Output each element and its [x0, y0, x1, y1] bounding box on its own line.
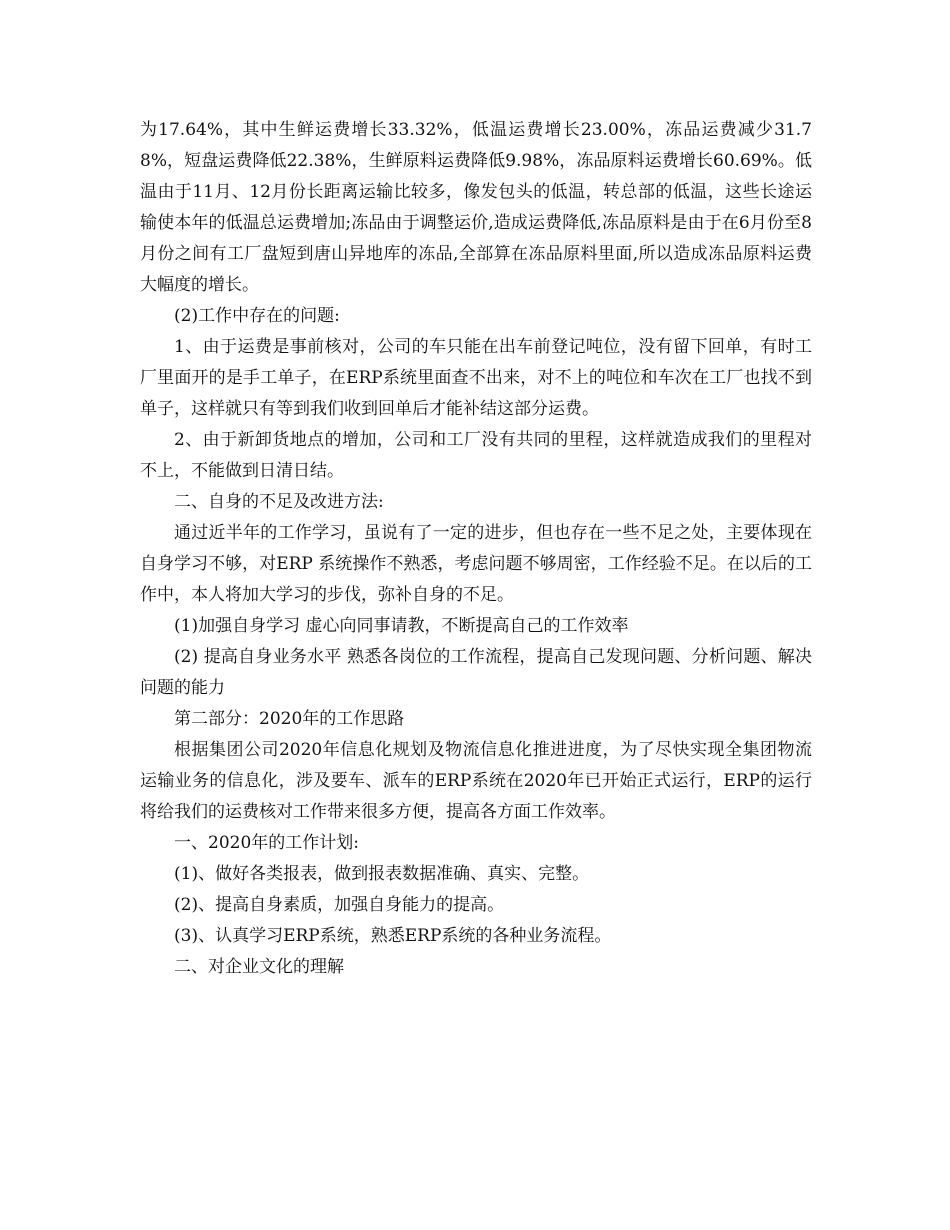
- plan-item-2: (2)、提高自身素质，加强自身能力的提高。: [174, 895, 505, 915]
- paragraph-improvement-1: (1)加强自身学习 虚心向同事请教，不断提高自己的工作效率: [174, 616, 629, 636]
- section-heading-work-plan: 一、2020年的工作计划:: [174, 833, 359, 853]
- part-two-heading: 第二部分：2020年的工作思路: [174, 709, 405, 729]
- paragraph-freight-summary: 为17.64%，其中生鲜运费增长33.32%，低温运费增长23.00%，冻品运费减少31.78%，短盘运费降低22.38%，生鲜原料运费降低9.98%，冻品原料运费增长60.69%。低温由于11月、12月份长距离运输比较多，像发包头的低温，转总部的低温，这些长途运输使本年的低温总运费增加;冻品由于调整运价,造成运费降低,冻品原料是由于在6月份至8月份之间有工厂盘短到唐山异地库的冻品,全部算在冻品原料里面,所以造成冻品原料运费大幅度的增长。: [140, 120, 812, 295]
- paragraph-improvement-2: (2) 提高自身业务水平 熟悉各岗位的工作流程，提高自己发现问题、分析问题、解决问题的能力: [140, 647, 812, 698]
- paragraph-problems-heading: (2)工作中存在的问题:: [174, 306, 340, 326]
- paragraph-erp-plan: 根据集团公司2020年信息化规划及物流信息化推进进度，为了尽快实现全集团物流运输业务的信息化，涉及要车、派车的ERP系统在2020年已开始正式运行，ERP的运行将给我们的运费核对工作带来很多方便，提高各方面工作效率。: [140, 740, 812, 822]
- section-heading-culture: 二、对企业文化的理解: [174, 957, 344, 977]
- paragraph-shortcomings: 通过近半年的工作学习，虽说有了一定的进步，但也存在一些不足之处，主要体现在自身学习不够，对ERP 系统操作不熟悉，考虑问题不够周密，工作经验不足。在以后的工作中，本人将加大学习的步伐，弥补自身的不足。: [140, 523, 812, 605]
- section-heading-shortcomings: 二、自身的不足及改进方法:: [174, 492, 384, 512]
- paragraph-problem-2: 2、由于新卸货地点的增加，公司和工厂没有共同的里程，这样就造成我们的里程对不上，不能做到日清日结。: [140, 430, 812, 481]
- document-body: [140, 115, 812, 983]
- plan-item-3: (3)、认真学习ERP系统，熟悉ERP系统的各种业务流程。: [174, 926, 612, 946]
- plan-item-1: (1)、做好各类报表，做到报表数据准确、真实、完整。: [174, 864, 590, 884]
- paragraph-problem-1: 1、由于运费是事前核对，公司的车只能在出车前登记吨位，没有留下回单，有时工厂里面开的是手工单子，在ERP系统里面查不出来，对不上的吨位和车次在工厂也找不到单子，这样就只有等到我们收到回单后才能补结这部分运费。: [140, 337, 812, 419]
